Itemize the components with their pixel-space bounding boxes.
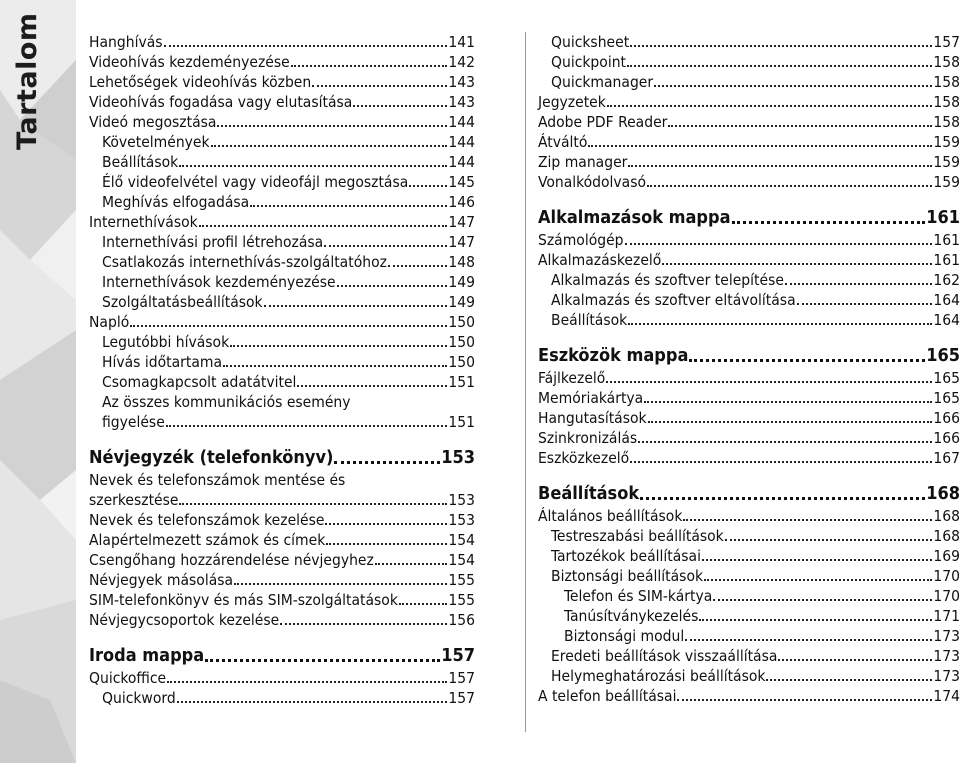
toc-leader-dots: [312, 85, 447, 87]
toc-entry-title: Szinkronizálás: [538, 429, 638, 447]
toc-entry-title: Beállítások: [551, 311, 628, 329]
sidebar: [0, 0, 76, 763]
toc-leader-dots: [628, 165, 932, 167]
toc-entry[interactable]: [538, 388, 960, 408]
toc-entry-title: Internethívások kezdeményezése: [102, 273, 336, 291]
toc-entry-title: Quickword: [102, 689, 176, 707]
toc-page-number: 158: [933, 93, 960, 111]
toc-leader-dots: [630, 45, 932, 47]
toc-leader-dots: [627, 65, 932, 67]
toc-page-number: 174: [933, 687, 960, 705]
toc-entry[interactable]: [538, 506, 960, 526]
toc-entry[interactable]: [538, 92, 960, 112]
toc-page-number: 149: [448, 293, 475, 311]
toc-page-number: 153: [448, 511, 475, 529]
toc-entry-title: Az összes kommunikációs esemény: [102, 393, 351, 411]
toc-leader-dots: [205, 659, 440, 662]
toc-page-number: 158: [933, 53, 960, 71]
toc-entry[interactable]: [89, 590, 475, 610]
toc-leader-dots: [702, 559, 932, 561]
toc-entry[interactable]: [538, 626, 960, 646]
toc-page-number: 173: [933, 647, 960, 665]
toc-entry[interactable]: [89, 530, 475, 550]
toc-entry[interactable]: [89, 152, 475, 172]
toc-entry-title: Biztonsági beállítások: [551, 567, 704, 585]
toc-page-number: 159: [933, 173, 960, 191]
toc-entry[interactable]: [89, 32, 475, 52]
toc-page-number: 147: [448, 233, 475, 251]
toc-entry-title: Követelmények: [102, 133, 210, 151]
toc-entry-title: Biztonsági modul: [564, 627, 685, 645]
toc-entry-title: Napló: [89, 313, 130, 331]
toc-entry[interactable]: [89, 490, 475, 510]
toc-page-number: 170: [933, 587, 960, 605]
toc-leader-dots: [230, 345, 447, 347]
toc-entry-title: Hanghívás: [89, 33, 163, 51]
toc-leader-dots: [689, 359, 925, 362]
toc-page-number: 157: [441, 645, 475, 666]
toc-entry[interactable]: [538, 566, 960, 586]
toc-entry-title: Átváltó: [538, 133, 588, 151]
toc-page-number: 173: [933, 667, 960, 685]
toc-entry[interactable]: [89, 172, 475, 192]
toc-entry-title: Videó megosztása: [89, 113, 217, 131]
toc-entry[interactable]: [538, 428, 960, 448]
toc-page-number: 145: [448, 173, 475, 191]
toc-leader-dots: [797, 303, 933, 305]
toc-leader-dots: [625, 243, 933, 245]
toc-page-number: 161: [933, 231, 960, 249]
toc-entry-title: Videohívás fogadása vagy elutasítása: [89, 93, 353, 111]
toc-entry[interactable]: [538, 112, 960, 132]
toc-page-number: 164: [933, 291, 960, 309]
toc-entry[interactable]: [538, 132, 960, 152]
toc-page-number: 168: [933, 527, 960, 545]
toc-entry[interactable]: [89, 132, 475, 152]
toc-entry-title: Quickmanager: [551, 73, 654, 91]
toc-entry[interactable]: [538, 546, 960, 566]
toc-leader-dots: [732, 221, 926, 224]
toc-page-number: 166: [933, 429, 960, 447]
toc-page-number: 143: [448, 93, 475, 111]
toc-page-number: 168: [933, 507, 960, 525]
toc-leader-dots: [588, 145, 932, 147]
toc-entry[interactable]: [538, 526, 960, 546]
toc-page-number: 170: [933, 567, 960, 585]
toc-entry[interactable]: [538, 270, 960, 290]
toc-entry-title: Meghívás elfogadása: [102, 193, 250, 211]
toc-entry[interactable]: [89, 212, 475, 232]
toc-entry-title: Internethívási profil létrehozása: [102, 233, 324, 251]
toc-entry-title: Lehetőségek videohívás közben: [89, 73, 312, 91]
toc-page-number: 144: [448, 133, 475, 151]
toc-page-number: 156: [448, 611, 475, 629]
toc-page-number: 153: [448, 491, 475, 509]
toc-page-number: 166: [933, 409, 960, 427]
toc-entry[interactable]: [89, 272, 475, 292]
toc-leader-dots: [324, 245, 447, 247]
toc-entry-title: Névjegyek másolása: [89, 571, 234, 589]
toc-leader-dots: [785, 283, 932, 285]
toc-entry[interactable]: [89, 52, 475, 72]
toc-entry-title: Zip manager: [538, 153, 628, 171]
toc-page-number: 155: [448, 591, 475, 609]
toc-entry[interactable]: [538, 368, 960, 388]
toc-entry-title: Névjegycsoportok kezelése: [89, 611, 280, 629]
toc-leader-dots: [337, 285, 448, 287]
toc-leader-dots: [713, 599, 932, 601]
toc-entry-title: Quicksheet: [551, 33, 630, 51]
toc-entry-title: Testreszabási beállítások: [551, 527, 724, 545]
toc-leader-dots: [164, 45, 448, 47]
toc-entry[interactable]: [538, 32, 960, 52]
toc-leader-dots: [640, 497, 925, 500]
toc-section-heading[interactable]: [538, 344, 960, 368]
toc-page-number: 167: [933, 449, 960, 467]
toc-leader-dots: [199, 225, 448, 227]
toc-page-number: 159: [933, 133, 960, 151]
toc-entry-title: Csatlakozás internethívás-szolgáltatóhoz: [102, 253, 387, 271]
toc-page-number: 159: [933, 153, 960, 171]
toc-page-number: 169: [933, 547, 960, 565]
toc-entry[interactable]: [538, 310, 960, 330]
toc-entry-title: Csengőhang hozzárendelése névjegyhez: [89, 551, 374, 569]
toc-page-number: 158: [933, 73, 960, 91]
toc-leader-dots: [130, 325, 447, 327]
toc-leader-dots: [628, 323, 932, 325]
toc-entry[interactable]: [89, 372, 475, 392]
toc-leader-dots: [648, 421, 933, 423]
toc-entry-title: Fájlkezelő: [538, 369, 606, 387]
toc-leader-dots: [388, 265, 447, 267]
toc-leader-dots: [250, 205, 447, 207]
toc-leader-dots: [638, 441, 932, 443]
toc-entry-title: Nevek és telefonszámok mentése és: [89, 471, 346, 489]
toc-entry-title: Szolgáltatásbeállítások: [102, 293, 263, 311]
toc-page-number: 150: [448, 333, 475, 351]
toc-entry-title: Videohívás kezdeményezése: [89, 53, 290, 71]
toc-entry-title: Beállítások: [538, 483, 640, 504]
toc-entry[interactable]: [89, 510, 475, 530]
toc-leader-dots: [647, 185, 932, 187]
toc-leader-dots: [725, 539, 933, 541]
toc-entry[interactable]: [538, 686, 960, 706]
toc-page-number: 141: [448, 33, 475, 51]
toc-entry-title: Quickoffice: [89, 669, 167, 687]
toc-page-number: 165: [933, 389, 960, 407]
toc-entry-title: Tanúsítványkezelés: [564, 607, 699, 625]
toc-leader-dots: [766, 679, 932, 681]
toc-entry[interactable]: [538, 586, 960, 606]
toc-leader-dots: [179, 165, 447, 167]
toc-leader-dots: [399, 603, 447, 605]
toc-entry-title: Alkalmazás és szoftver telepítése: [551, 271, 784, 289]
toc-entry-title: Alkalmazáskezelő: [538, 251, 662, 269]
toc-entry[interactable]: [89, 470, 475, 490]
toc-leader-dots: [668, 125, 932, 127]
toc-page-number: 149: [448, 273, 475, 291]
toc-leader-dots: [409, 185, 447, 187]
toc-entry[interactable]: [89, 668, 475, 688]
toc-leader-dots: [167, 681, 447, 683]
toc-entry[interactable]: [89, 72, 475, 92]
toc-entry-title: Hangutasítások: [538, 409, 647, 427]
toc-leader-dots: [375, 563, 448, 565]
toc-entry-title: szerkesztése: [89, 491, 179, 509]
toc-entry[interactable]: [89, 192, 475, 212]
toc-entry-title: Általános beállítások: [538, 507, 683, 525]
toc-entry-title: Eszközök mappa: [538, 345, 689, 366]
toc-leader-dots: [704, 579, 932, 581]
toc-page-number: 161: [926, 207, 960, 228]
toc-page-number: 171: [933, 607, 960, 625]
toc-right-column: [538, 32, 960, 706]
toc-page-number: 154: [448, 551, 475, 569]
toc-entry[interactable]: [89, 112, 475, 132]
toc-leader-dots: [217, 125, 447, 127]
toc-entry-title: A telefon beállításai: [538, 687, 677, 705]
toc-entry[interactable]: [538, 152, 960, 172]
toc-entry-title: Nevek és telefonszámok kezelése: [89, 511, 325, 529]
toc-entry-title: figyelése: [102, 413, 165, 431]
toc-page-number: 173: [933, 627, 960, 645]
toc-entry-title: Memóriakártya: [538, 389, 644, 407]
toc-entry[interactable]: [538, 72, 960, 92]
toc-leader-dots: [644, 401, 932, 403]
toc-page-number: 148: [448, 253, 475, 271]
toc-entry-title: Eszközkezelő: [538, 449, 630, 467]
toc-page-number: 165: [933, 369, 960, 387]
toc-page-number: 157: [448, 669, 475, 687]
toc-entry[interactable]: [89, 352, 475, 372]
toc-page-number: 153: [441, 447, 475, 468]
toc-leader-dots: [334, 461, 440, 464]
toc-entry-title: SIM-telefonkönyv és más SIM-szolgáltatások: [89, 591, 398, 609]
toc-page-number: 150: [448, 353, 475, 371]
toc-leader-dots: [778, 659, 932, 661]
toc-entry[interactable]: [538, 606, 960, 626]
toc-leader-dots: [630, 461, 932, 463]
toc-entry[interactable]: [538, 52, 960, 72]
toc-entry-title: Alkalmazások mappa: [538, 207, 731, 228]
toc-page-number: 147: [448, 213, 475, 231]
toc-leader-dots: [662, 263, 932, 265]
toc-entry[interactable]: [538, 172, 960, 192]
toc-section-heading[interactable]: [89, 644, 475, 668]
toc-entry[interactable]: [538, 290, 960, 310]
toc-page-number: 142: [448, 53, 475, 71]
toc-entry-title: Beállítások: [102, 153, 179, 171]
toc-section-heading[interactable]: [538, 482, 960, 506]
toc-left-column: [89, 32, 475, 708]
toc-entry[interactable]: [89, 688, 475, 708]
toc-entry[interactable]: [538, 666, 960, 686]
toc-entry-title: Tartozékok beállításai: [551, 547, 701, 565]
toc-leader-dots: [326, 543, 447, 545]
toc-entry[interactable]: [89, 392, 475, 412]
toc-entry-title: Alapértelmezett számok és címek: [89, 531, 326, 549]
toc-page-number: 146: [448, 193, 475, 211]
toc-page-number: 154: [448, 531, 475, 549]
toc-entry[interactable]: [89, 610, 475, 630]
toc-page-number: 158: [933, 113, 960, 131]
sidebar-title: Tartalom: [12, 12, 43, 150]
toc-entry-title: Névjegyzék (telefonkönyv): [89, 447, 334, 468]
toc-entry-title: Élő videofelvétel vagy videofájl megosztása: [102, 173, 409, 191]
toc-entry[interactable]: [538, 646, 960, 666]
toc-entry[interactable]: [89, 412, 475, 432]
toc-entry-title: Legutóbbi hívások: [102, 333, 230, 351]
toc-entry-title: Jegyzetek: [538, 93, 606, 111]
toc-entry-title: Vonalkódolvasó: [538, 173, 647, 191]
toc-leader-dots: [291, 65, 448, 67]
toc-page-number: 150: [448, 313, 475, 331]
toc-entry[interactable]: [89, 550, 475, 570]
toc-leader-dots: [325, 523, 447, 525]
toc-section-heading[interactable]: [538, 206, 960, 230]
toc-page-number: 165: [926, 345, 960, 366]
toc-entry-title: Csomagkapcsolt adatátvitel: [102, 373, 297, 391]
toc-leader-dots: [685, 639, 932, 641]
toc-leader-dots: [211, 145, 448, 147]
toc-leader-dots: [177, 701, 448, 703]
toc-leader-dots: [677, 699, 932, 701]
toc-entry[interactable]: [89, 252, 475, 272]
toc-page-number: 168: [926, 483, 960, 504]
toc-entry-title: Telefon és SIM-kártya: [564, 587, 713, 605]
toc-entry[interactable]: [538, 230, 960, 250]
toc-entry-title: Quickpoint: [551, 53, 626, 71]
toc-page-number: 144: [448, 153, 475, 171]
toc-page-number: 143: [448, 73, 475, 91]
toc-page-number: 155: [448, 571, 475, 589]
toc-page-number: 157: [448, 689, 475, 707]
toc-entry[interactable]: [89, 312, 475, 332]
toc-leader-dots: [683, 519, 932, 521]
toc-page-number: 161: [933, 251, 960, 269]
toc-leader-dots: [699, 619, 932, 621]
toc-page-number: 164: [933, 311, 960, 329]
toc-leader-dots: [606, 381, 932, 383]
toc-leader-dots: [166, 425, 448, 427]
toc-entry[interactable]: [538, 448, 960, 468]
toc-entry[interactable]: [89, 570, 475, 590]
toc-entry[interactable]: [89, 292, 475, 312]
toc-leader-dots: [234, 583, 447, 585]
toc-entry-title: Helymeghatározási beállítások: [551, 667, 766, 685]
toc-entry-title: Internethívások: [89, 213, 198, 231]
toc-entry[interactable]: [538, 408, 960, 428]
toc-leader-dots: [280, 623, 447, 625]
column-divider: [525, 32, 526, 732]
toc-leader-dots: [264, 305, 448, 307]
toc-entry-title: Iroda mappa: [89, 645, 205, 666]
toc-entry-title: Eredeti beállítások visszaállítása: [551, 647, 778, 665]
toc-page-number: 162: [933, 271, 960, 289]
toc-leader-dots: [297, 385, 447, 387]
toc-entry[interactable]: [538, 250, 960, 270]
toc-entry-title: Számológép: [538, 231, 624, 249]
toc-section-heading[interactable]: [89, 446, 475, 470]
toc-entry-title: Adobe PDF Reader: [538, 113, 668, 131]
toc-leader-dots: [179, 503, 447, 505]
toc-entry[interactable]: [89, 232, 475, 252]
toc-leader-dots: [607, 105, 933, 107]
toc-page-number: 151: [448, 373, 475, 391]
toc-leader-dots: [223, 365, 447, 367]
toc-entry-title: Alkalmazás és szoftver eltávolítása: [551, 291, 796, 309]
toc-page-number: 151: [448, 413, 475, 431]
toc-entry[interactable]: [89, 92, 475, 112]
toc-entry[interactable]: [89, 332, 475, 352]
toc-page-number: 157: [933, 33, 960, 51]
toc-page-number: 144: [448, 113, 475, 131]
toc-leader-dots: [654, 85, 932, 87]
toc-leader-dots: [353, 105, 447, 107]
toc-entry-title: Hívás időtartama: [102, 353, 222, 371]
